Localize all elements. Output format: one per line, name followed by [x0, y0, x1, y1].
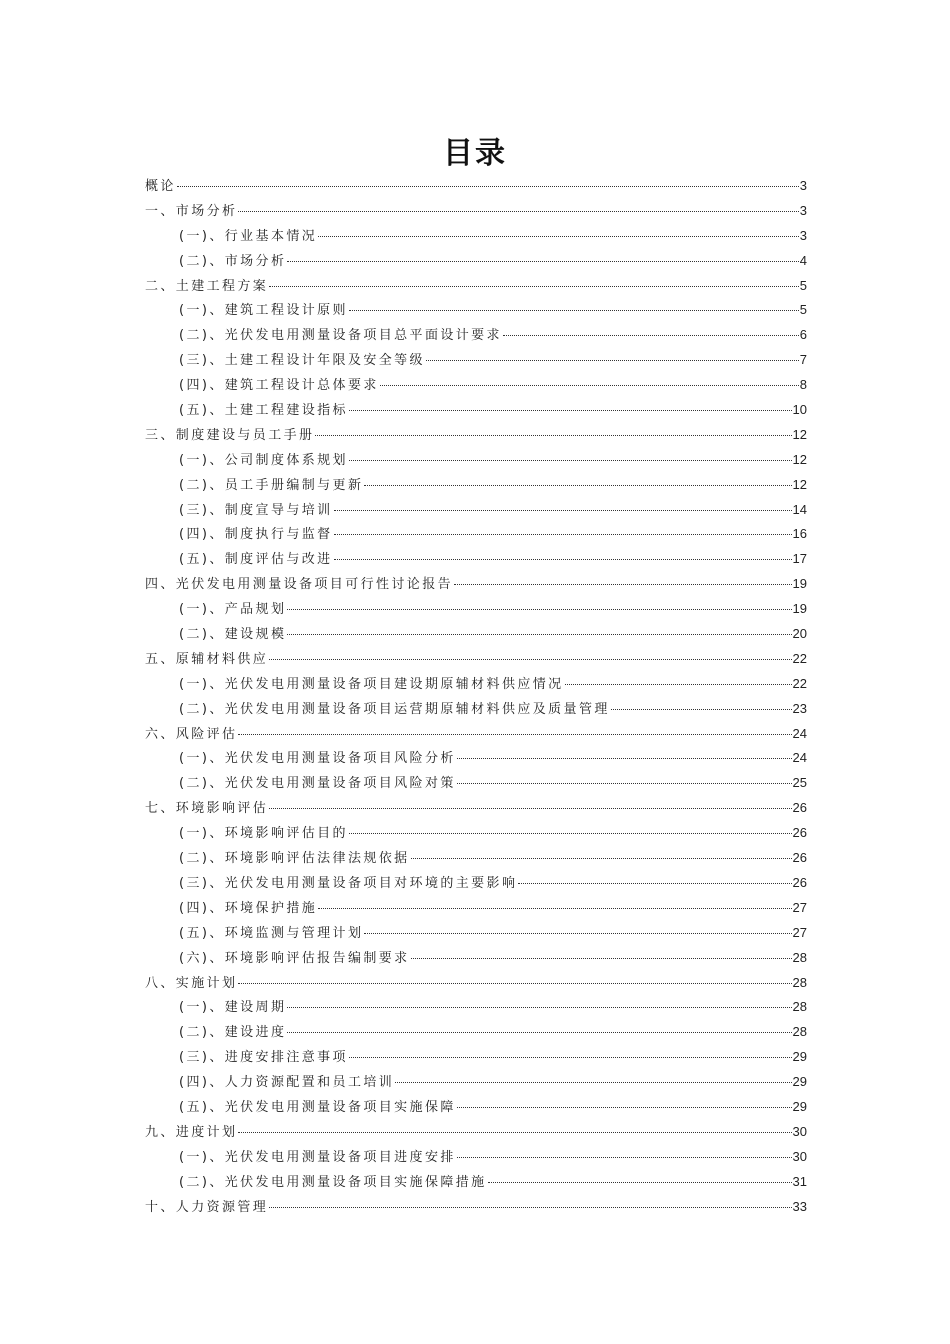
toc-entry-section[interactable] — [145, 797, 807, 822]
toc-page-number: 27 — [792, 899, 807, 915]
toc-page-number: 5 — [799, 277, 807, 293]
toc-entry-subsection[interactable] — [145, 523, 807, 548]
toc-dot-leader — [457, 783, 792, 784]
toc-dot-leader — [457, 1107, 792, 1108]
toc-entry-label: (四)、制度执行与监督 — [179, 527, 333, 543]
toc-entry-label: (二)、建设进度 — [179, 1025, 287, 1041]
toc-dot-leader — [269, 659, 791, 660]
toc-dot-leader — [287, 261, 798, 262]
toc-dot-leader — [411, 958, 792, 959]
toc-entry-label: (四)、建筑工程设计总体要求 — [179, 378, 379, 394]
toc-dot-leader — [518, 883, 791, 884]
toc-page-number: 28 — [792, 949, 807, 965]
toc-page-number: 27 — [792, 924, 807, 940]
toc-page-number: 28 — [792, 974, 807, 990]
toc-entry-subsection[interactable] — [145, 922, 807, 947]
toc-entry-label: (一)、光伏发电用测量设备项目进度安排 — [179, 1149, 456, 1165]
toc-dot-leader — [349, 460, 792, 461]
toc-entry-label: (一)、行业基本情况 — [179, 228, 318, 244]
toc-page-number: 19 — [792, 601, 807, 617]
toc-entry-label: (一)、建筑工程设计原则 — [179, 303, 348, 319]
toc-page-number: 25 — [792, 775, 807, 791]
toc-page-number: 29 — [792, 1074, 807, 1090]
toc-page-number: 20 — [792, 626, 807, 642]
toc-dot-leader — [238, 211, 798, 212]
toc-entry-label: 五、原辅材料供应 — [145, 651, 269, 667]
toc-entry-subsection[interactable] — [145, 250, 807, 275]
toc-entry-label: (五)、光伏发电用测量设备项目实施保障 — [179, 1099, 456, 1115]
toc-entry-label: (二)、市场分析 — [179, 253, 287, 269]
toc-entry-label: (一)、公司制度体系规划 — [179, 452, 348, 468]
toc-entry-label: 七、环境影响评估 — [145, 801, 269, 817]
toc-page-number: 3 — [799, 227, 807, 243]
toc-entry-label: (一)、光伏发电用测量设备项目风险分析 — [179, 751, 456, 767]
toc-entry-subsection[interactable] — [145, 1171, 807, 1196]
toc-entry-section[interactable] — [145, 1196, 807, 1221]
toc-entry-subsection[interactable] — [145, 598, 807, 623]
toc-page-number: 6 — [799, 327, 807, 343]
toc-dot-leader — [364, 933, 791, 934]
toc-entry-label: (二)、光伏发电用测量设备项目实施保障措施 — [179, 1174, 487, 1190]
toc-entry-subsection[interactable] — [145, 548, 807, 573]
toc-dot-leader — [287, 1007, 791, 1008]
toc-page-number: 28 — [792, 999, 807, 1015]
toc-entry-subsection[interactable] — [145, 349, 807, 374]
toc-entry-section[interactable] — [145, 1121, 807, 1146]
toc-entry-subsection[interactable] — [145, 1071, 807, 1096]
toc-page-number: 29 — [792, 1049, 807, 1065]
toc-page-number: 17 — [792, 551, 807, 567]
toc-entry-subsection[interactable] — [145, 1046, 807, 1071]
toc-dot-leader — [488, 1182, 792, 1183]
toc-entry-section[interactable] — [145, 723, 807, 748]
toc-entry-subsection[interactable] — [145, 1021, 807, 1046]
toc-entry-subsection[interactable] — [145, 324, 807, 349]
toc-entry-label: (三)、光伏发电用测量设备项目对环境的主要影响 — [179, 875, 518, 891]
toc-entry-subsection[interactable] — [145, 474, 807, 499]
toc-page-number: 26 — [792, 825, 807, 841]
toc-entry-subsection[interactable] — [145, 996, 807, 1021]
toc-entry-label: (五)、环境监测与管理计划 — [179, 925, 364, 941]
toc-dot-leader — [349, 410, 792, 411]
toc-page-number: 3 — [799, 202, 807, 218]
toc-dot-leader — [238, 734, 791, 735]
toc-entry-label: (五)、土建工程建设指标 — [179, 403, 348, 419]
toc-entry-subsection[interactable] — [145, 673, 807, 698]
toc-dot-leader — [269, 808, 791, 809]
toc-page-number: 24 — [792, 725, 807, 741]
toc-entry-subsection[interactable] — [145, 847, 807, 872]
toc-entry-subsection[interactable] — [145, 449, 807, 474]
toc-dot-leader — [457, 1157, 792, 1158]
toc-entry-label: 十、人力资源管理 — [145, 1199, 269, 1215]
toc-entry-subsection[interactable] — [145, 499, 807, 524]
toc-entry-section[interactable] — [145, 573, 807, 598]
toc-entry-subsection[interactable] — [145, 1146, 807, 1171]
toc-page-number: 4 — [799, 252, 807, 268]
toc-entry-label: 八、实施计划 — [145, 975, 238, 991]
table-of-contents — [145, 175, 807, 1220]
toc-page-number: 26 — [792, 850, 807, 866]
toc-entry-label: (二)、员工手册编制与更新 — [179, 477, 364, 493]
toc-entry-label: 三、制度建设与员工手册 — [145, 427, 315, 443]
toc-dot-leader — [349, 833, 792, 834]
toc-entry-label: 一、市场分析 — [145, 203, 238, 219]
toc-dot-leader — [349, 1057, 792, 1058]
toc-entry-label: (四)、环境保护措施 — [179, 900, 318, 916]
toc-page-number: 7 — [799, 352, 807, 368]
toc-page-number: 30 — [792, 1123, 807, 1139]
toc-entry-subsection[interactable] — [145, 947, 807, 972]
toc-entry-label: (三)、进度安排注意事项 — [179, 1050, 348, 1066]
toc-page-number: 31 — [792, 1173, 807, 1189]
toc-dot-leader — [395, 1082, 791, 1083]
toc-entry-label: (一)、环境影响评估目的 — [179, 826, 348, 842]
toc-entry-section[interactable] — [145, 424, 807, 449]
toc-entry-section[interactable] — [145, 972, 807, 997]
toc-page-number: 22 — [792, 650, 807, 666]
toc-dot-leader — [238, 983, 791, 984]
toc-dot-leader — [426, 360, 799, 361]
toc-entry-label: (二)、建设规模 — [179, 627, 287, 643]
toc-entry-label: 六、风险评估 — [145, 726, 238, 742]
toc-entry-subsection[interactable] — [145, 374, 807, 399]
toc-page-number: 3 — [799, 178, 807, 193]
toc-entry-section[interactable] — [145, 275, 807, 300]
toc-entry-label: (二)、环境影响评估法律法规依据 — [179, 851, 410, 867]
toc-entry-subsection[interactable] — [145, 623, 807, 648]
toc-dot-leader — [334, 510, 792, 511]
toc-entry-subsection[interactable] — [145, 872, 807, 897]
toc-entry-section[interactable] — [145, 648, 807, 673]
toc-page-number: 26 — [792, 800, 807, 816]
toc-entry-subsection[interactable] — [145, 772, 807, 797]
toc-page-number: 26 — [792, 874, 807, 890]
toc-entry-subsection[interactable] — [145, 1096, 807, 1121]
toc-entry-label: (一)、建设周期 — [179, 1000, 287, 1016]
toc-page-number: 23 — [792, 700, 807, 716]
toc-entry-subsection[interactable] — [145, 747, 807, 772]
toc-dot-leader — [380, 385, 799, 386]
toc-dot-leader — [565, 684, 792, 685]
toc-page-number: 28 — [792, 1024, 807, 1040]
toc-page-number: 12 — [792, 426, 807, 442]
toc-entry-label: (二)、光伏发电用测量设备项目总平面设计要求 — [179, 328, 502, 344]
toc-entry-label: (六)、环境影响评估报告编制要求 — [179, 950, 410, 966]
toc-entry-label: 九、进度计划 — [145, 1124, 238, 1140]
toc-page-number: 33 — [792, 1198, 807, 1214]
toc-page-number: 12 — [792, 476, 807, 492]
toc-entry-label: 概论 — [145, 179, 176, 194]
toc-dot-leader — [287, 634, 791, 635]
toc-entry-subsection[interactable] — [145, 822, 807, 847]
toc-page-number: 8 — [799, 377, 807, 393]
toc-page-number: 10 — [792, 402, 807, 418]
toc-entry-label: (三)、制度宣导与培训 — [179, 502, 333, 518]
toc-entry-label: (五)、制度评估与改进 — [179, 552, 333, 568]
toc-dot-leader — [457, 758, 792, 759]
toc-page-number: 5 — [799, 302, 807, 318]
toc-page-number: 16 — [792, 526, 807, 542]
toc-entry-section[interactable] — [145, 175, 807, 200]
toc-dot-leader — [454, 584, 792, 585]
toc-page-number: 19 — [792, 576, 807, 592]
toc-entry-label: (一)、产品规划 — [179, 602, 287, 618]
toc-entry-label: 二、土建工程方案 — [145, 278, 269, 294]
toc-dot-leader — [364, 485, 791, 486]
toc-dot-leader — [334, 534, 792, 535]
toc-dot-leader — [315, 435, 791, 436]
toc-entry-subsection[interactable] — [145, 897, 807, 922]
toc-dot-leader — [287, 1032, 791, 1033]
toc-dot-leader — [611, 709, 792, 710]
toc-entry-section[interactable] — [145, 200, 807, 225]
toc-entry-subsection[interactable] — [145, 299, 807, 324]
toc-dot-leader — [318, 236, 799, 237]
toc-entry-label: (四)、人力资源配置和员工培训 — [179, 1075, 395, 1091]
toc-page-number: 30 — [792, 1148, 807, 1164]
toc-page-number: 12 — [792, 451, 807, 467]
toc-dot-leader — [269, 1207, 791, 1208]
toc-entry-label: 四、光伏发电用测量设备项目可行性讨论报告 — [145, 577, 454, 593]
toc-dot-leader — [238, 1132, 791, 1133]
toc-page-number: 22 — [792, 675, 807, 691]
toc-dot-leader — [503, 335, 799, 336]
toc-entry-label: (三)、土建工程设计年限及安全等级 — [179, 353, 425, 369]
toc-dot-leader — [177, 186, 799, 187]
toc-dot-leader — [287, 609, 791, 610]
toc-entry-label: (二)、光伏发电用测量设备项目运营期原辅材料供应及质量管理 — [179, 701, 610, 717]
toc-entry-subsection[interactable] — [145, 698, 807, 723]
toc-dot-leader — [349, 310, 799, 311]
toc-page-number: 29 — [792, 1098, 807, 1114]
toc-entry-label: (一)、光伏发电用测量设备项目建设期原辅材料供应情况 — [179, 676, 564, 692]
toc-dot-leader — [411, 858, 792, 859]
toc-entry-subsection[interactable] — [145, 399, 807, 424]
toc-entry-label: (二)、光伏发电用测量设备项目风险对策 — [179, 776, 456, 792]
toc-dot-leader — [334, 559, 792, 560]
toc-dot-leader — [318, 908, 791, 909]
toc-page-number: 24 — [792, 750, 807, 766]
toc-entry-subsection[interactable] — [145, 225, 807, 250]
page-title: 目录 — [443, 136, 507, 171]
toc-page-number: 14 — [792, 501, 807, 517]
toc-dot-leader — [269, 286, 799, 287]
